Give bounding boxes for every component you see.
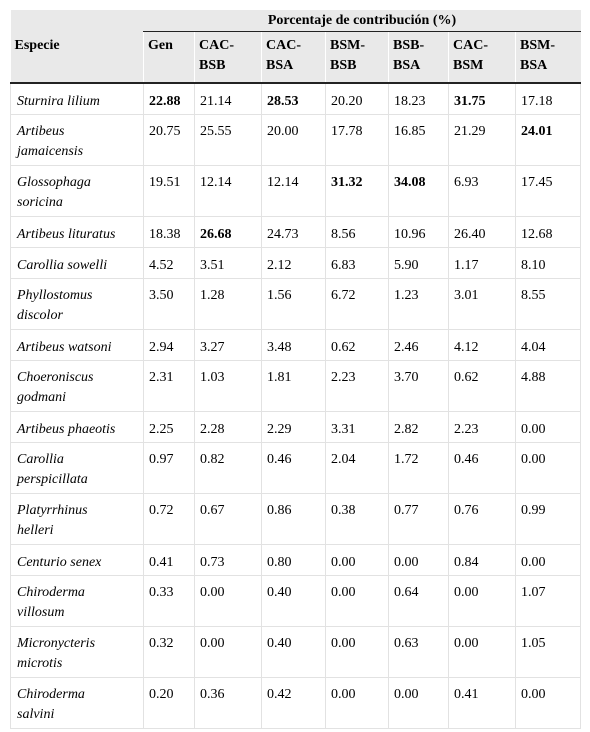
- value-cell: 2.23: [326, 360, 389, 411]
- value-cell: 0.00: [195, 575, 262, 626]
- value-cell: 0.00: [516, 442, 581, 493]
- species-name-part: Artibeus: [17, 123, 65, 139]
- value-cell: 17.18: [516, 83, 581, 114]
- species-name-part: Chiroderma: [17, 686, 85, 702]
- column-header-line: CAC-: [199, 38, 234, 53]
- value-cell: 0.00: [449, 575, 516, 626]
- column-header: [516, 32, 581, 84]
- value-cell: 2.28: [195, 411, 262, 442]
- column-header: [326, 32, 389, 84]
- column-header: [262, 32, 326, 84]
- species-cell: [11, 360, 144, 411]
- species-name-part: godmani: [17, 389, 66, 405]
- value-cell: 4.52: [144, 247, 195, 278]
- value-cell: 26.40: [449, 216, 516, 247]
- value-cell: 0.20: [144, 677, 195, 728]
- species-name-part: perspicillata: [17, 471, 88, 487]
- value-cell: 18.23: [389, 83, 449, 114]
- value-cell: 2.25: [144, 411, 195, 442]
- table-row: [11, 278, 581, 329]
- species-cell: [11, 677, 144, 728]
- column-header-line: BSB-: [393, 38, 425, 53]
- value-cell: 0.46: [449, 442, 516, 493]
- value-cell: 17.78: [326, 114, 389, 165]
- value-cell: 0.42: [262, 677, 326, 728]
- value-cell: 20.00: [262, 114, 326, 165]
- species-name-part: Micronycteris: [17, 635, 96, 651]
- value-cell: 31.75: [449, 83, 516, 114]
- value-cell: 0.46: [262, 442, 326, 493]
- value-cell: 0.72: [144, 493, 195, 544]
- value-cell: 1.56: [262, 278, 326, 329]
- value-cell: 0.64: [389, 575, 449, 626]
- column-header-line: BSA: [393, 58, 421, 73]
- value-cell: 19.51: [144, 165, 195, 216]
- contribution-table: [10, 10, 581, 729]
- species-name-part: Carollia: [17, 451, 64, 467]
- species-name-part: Choeroniscus: [17, 369, 94, 385]
- value-cell: 0.41: [144, 544, 195, 575]
- value-cell: 0.00: [449, 626, 516, 677]
- value-cell: 0.00: [389, 677, 449, 728]
- value-cell: 22.88: [144, 83, 195, 114]
- value-cell: 10.96: [389, 216, 449, 247]
- value-cell: 0.00: [516, 677, 581, 728]
- species-cell: [11, 278, 144, 329]
- value-cell: 20.20: [326, 83, 389, 114]
- value-cell: 21.29: [449, 114, 516, 165]
- column-header: [389, 32, 449, 84]
- species-name-part: Chiroderma: [17, 584, 85, 600]
- value-cell: 2.94: [144, 329, 195, 360]
- value-cell: 1.23: [389, 278, 449, 329]
- column-header: [144, 32, 195, 84]
- column-header-line: CAC-: [266, 38, 301, 53]
- value-cell: 0.00: [326, 677, 389, 728]
- value-cell: 1.72: [389, 442, 449, 493]
- table-row: [11, 329, 581, 360]
- table-row: [11, 360, 581, 411]
- species-cell: [11, 216, 144, 247]
- value-cell: 6.83: [326, 247, 389, 278]
- value-cell: 3.48: [262, 329, 326, 360]
- species-name-part: discolor: [17, 307, 63, 323]
- value-cell: 2.23: [449, 411, 516, 442]
- value-cell: 1.05: [516, 626, 581, 677]
- value-cell: 0.62: [449, 360, 516, 411]
- value-cell: 6.93: [449, 165, 516, 216]
- value-cell: 12.14: [262, 165, 326, 216]
- value-cell: 0.86: [262, 493, 326, 544]
- species-name-part: Platyrrhinus: [17, 502, 88, 518]
- species-name-part: microtis: [17, 655, 63, 671]
- species-cell: [11, 442, 144, 493]
- value-cell: 4.04: [516, 329, 581, 360]
- value-cell: 12.14: [195, 165, 262, 216]
- value-cell: 34.08: [389, 165, 449, 216]
- value-cell: 0.40: [262, 626, 326, 677]
- column-header: [449, 32, 516, 84]
- column-header-line: BSA: [520, 58, 548, 73]
- value-cell: 21.14: [195, 83, 262, 114]
- table-row: [11, 216, 581, 247]
- value-cell: 8.10: [516, 247, 581, 278]
- species-name-part: Artibeus lituratus: [17, 226, 116, 242]
- species-cell: [11, 575, 144, 626]
- value-cell: 16.85: [389, 114, 449, 165]
- value-cell: 1.81: [262, 360, 326, 411]
- species-cell: [11, 247, 144, 278]
- value-cell: 3.50: [144, 278, 195, 329]
- value-cell: 24.73: [262, 216, 326, 247]
- species-name-part: jamaicensis: [17, 143, 84, 159]
- species-name-part: Phyllostomus: [17, 287, 93, 303]
- species-cell: [11, 626, 144, 677]
- value-cell: 0.73: [195, 544, 262, 575]
- species-name-part: salvini: [17, 706, 55, 722]
- value-cell: 0.80: [262, 544, 326, 575]
- species-name-part: Carollia sowelli: [17, 257, 108, 273]
- value-cell: 31.32: [326, 165, 389, 216]
- value-cell: 0.77: [389, 493, 449, 544]
- column-header: [195, 32, 262, 84]
- value-cell: 12.68: [516, 216, 581, 247]
- species-cell: [11, 493, 144, 544]
- value-cell: 0.00: [516, 544, 581, 575]
- value-cell: 3.31: [326, 411, 389, 442]
- table-row: [11, 114, 581, 165]
- species-name-part: Artibeus watsoni: [17, 339, 112, 355]
- value-cell: 8.55: [516, 278, 581, 329]
- column-header-line: BSA: [266, 58, 294, 73]
- value-cell: 0.00: [326, 544, 389, 575]
- table-header: [11, 10, 581, 83]
- species-cell: [11, 329, 144, 360]
- species-cell: [11, 165, 144, 216]
- column-header-line: BSB: [330, 58, 357, 73]
- table-row: [11, 411, 581, 442]
- column-header-line: BSB: [199, 58, 226, 73]
- value-cell: 3.27: [195, 329, 262, 360]
- species-name-part: Glossophaga: [17, 174, 91, 190]
- value-cell: 2.31: [144, 360, 195, 411]
- species-cell: [11, 411, 144, 442]
- value-cell: 0.36: [195, 677, 262, 728]
- value-cell: 0.84: [449, 544, 516, 575]
- value-cell: 24.01: [516, 114, 581, 165]
- value-cell: 0.62: [326, 329, 389, 360]
- value-cell: 2.04: [326, 442, 389, 493]
- species-name-part: helleri: [17, 522, 54, 538]
- value-cell: 0.32: [144, 626, 195, 677]
- species-name-part: soricina: [17, 194, 63, 210]
- value-cell: 6.72: [326, 278, 389, 329]
- value-cell: 5.90: [389, 247, 449, 278]
- species-cell: [11, 114, 144, 165]
- value-cell: 2.29: [262, 411, 326, 442]
- table-row: [11, 575, 581, 626]
- value-cell: 0.40: [262, 575, 326, 626]
- value-cell: 20.75: [144, 114, 195, 165]
- value-cell: 0.00: [326, 626, 389, 677]
- value-cell: 4.12: [449, 329, 516, 360]
- column-header-line: BSM-: [520, 38, 555, 53]
- value-cell: 3.51: [195, 247, 262, 278]
- table-row: [11, 165, 581, 216]
- species-column-header: Especie: [11, 10, 144, 83]
- value-cell: 0.33: [144, 575, 195, 626]
- value-cell: 2.82: [389, 411, 449, 442]
- column-header-line: CAC-: [453, 38, 488, 53]
- column-header-line: Gen: [148, 38, 173, 53]
- table-row: [11, 544, 581, 575]
- value-cell: 25.55: [195, 114, 262, 165]
- value-cell: 1.28: [195, 278, 262, 329]
- value-cell: 28.53: [262, 83, 326, 114]
- species-name-part: Centurio senex: [17, 554, 102, 570]
- value-cell: 0.63: [389, 626, 449, 677]
- table-row: [11, 626, 581, 677]
- species-cell: [11, 83, 144, 114]
- value-cell: 0.76: [449, 493, 516, 544]
- species-name-part: Sturnira lilium: [17, 94, 100, 109]
- value-cell: 17.45: [516, 165, 581, 216]
- value-cell: 0.00: [389, 544, 449, 575]
- species-name-part: Artibeus phaeotis: [17, 421, 116, 437]
- value-cell: 0.41: [449, 677, 516, 728]
- value-cell: 18.38: [144, 216, 195, 247]
- table-row: [11, 83, 581, 114]
- value-cell: 4.88: [516, 360, 581, 411]
- value-cell: 1.07: [516, 575, 581, 626]
- table-row: [11, 442, 581, 493]
- value-cell: 0.00: [516, 411, 581, 442]
- species-name-part: villosum: [17, 604, 65, 620]
- table-row: [11, 493, 581, 544]
- value-cell: 0.82: [195, 442, 262, 493]
- value-cell: 1.03: [195, 360, 262, 411]
- value-cell: 2.46: [389, 329, 449, 360]
- value-cell: 0.00: [195, 626, 262, 677]
- table-row: [11, 247, 581, 278]
- contribution-table-container: [10, 10, 580, 729]
- value-cell: 0.38: [326, 493, 389, 544]
- table-body: [11, 83, 581, 728]
- value-cell: 8.56: [326, 216, 389, 247]
- value-cell: 1.17: [449, 247, 516, 278]
- value-cell: 0.99: [516, 493, 581, 544]
- species-cell: [11, 544, 144, 575]
- column-header-line: BSM-: [330, 38, 365, 53]
- value-cell: 0.00: [326, 575, 389, 626]
- value-cell: 3.70: [389, 360, 449, 411]
- value-cell: 3.01: [449, 278, 516, 329]
- value-cell: 0.97: [144, 442, 195, 493]
- value-cell: 2.12: [262, 247, 326, 278]
- value-cell: 0.67: [195, 493, 262, 544]
- column-header-line: BSM: [453, 58, 484, 73]
- table-row: [11, 677, 581, 728]
- contribution-group-header: Porcentaje de contribución (%): [144, 10, 581, 32]
- value-cell: 26.68: [195, 216, 262, 247]
